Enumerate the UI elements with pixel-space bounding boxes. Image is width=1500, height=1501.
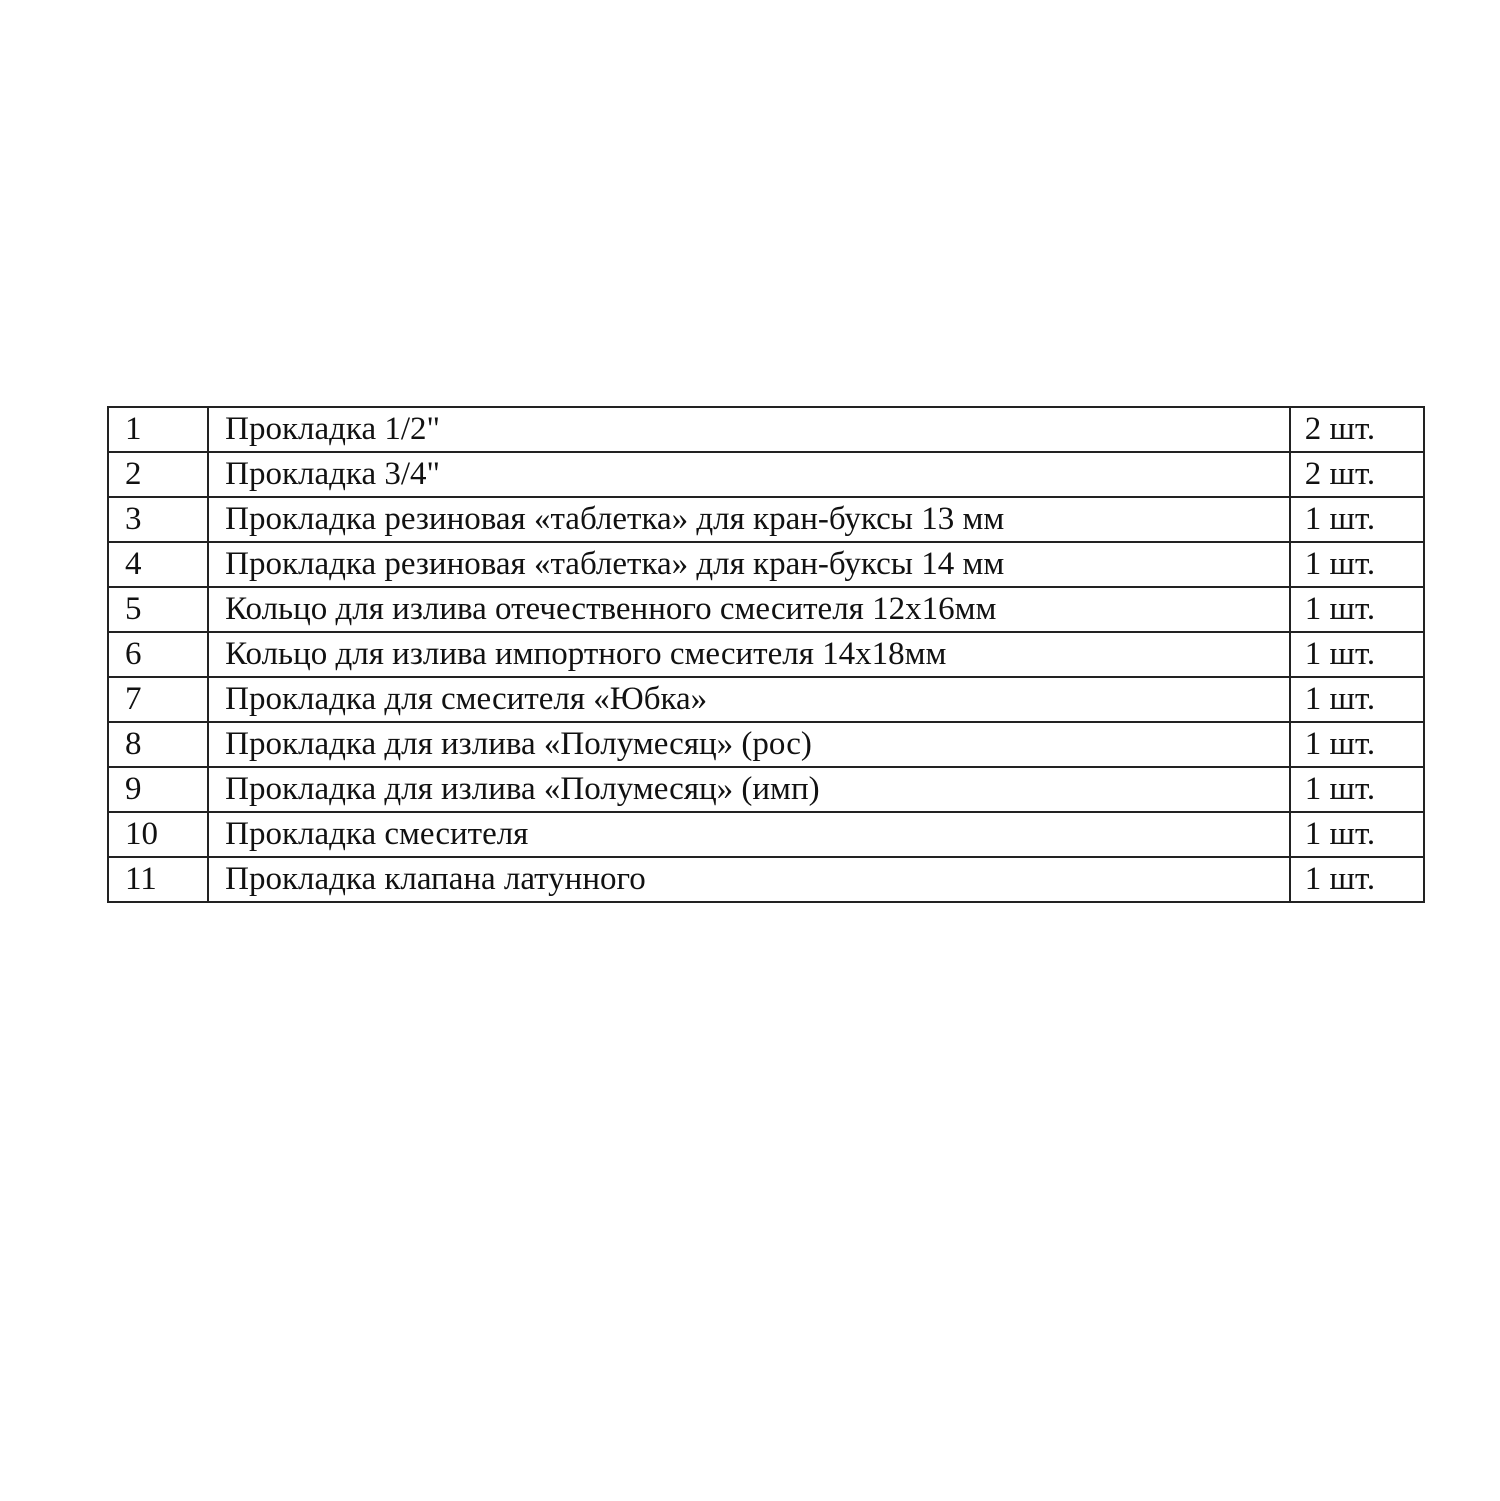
row-number: 11	[108, 857, 208, 902]
table-row	[108, 497, 1424, 542]
table-row	[108, 587, 1424, 632]
part-name: Прокладка смесителя	[208, 812, 1290, 857]
part-name: Прокладка резиновая «таблетка» для кран-буксы 13 мм	[208, 497, 1290, 542]
part-quantity: 1 шт.	[1290, 632, 1424, 677]
part-name: Кольцо для излива импортного смесителя 14х18мм	[208, 632, 1290, 677]
part-name: Кольцо для излива отечественного смесителя 12х16мм	[208, 587, 1290, 632]
part-name: Прокладка клапана латунного	[208, 857, 1290, 902]
table-row	[108, 542, 1424, 587]
row-number: 3	[108, 497, 208, 542]
table-row	[108, 857, 1424, 902]
part-quantity: 1 шт.	[1290, 722, 1424, 767]
table-row	[108, 767, 1424, 812]
table-row	[108, 452, 1424, 497]
part-quantity: 2 шт.	[1290, 407, 1424, 452]
row-number: 8	[108, 722, 208, 767]
part-name: Прокладка резиновая «таблетка» для кран-буксы 14 мм	[208, 542, 1290, 587]
row-number: 4	[108, 542, 208, 587]
parts-table-body	[108, 407, 1424, 902]
row-number: 5	[108, 587, 208, 632]
part-quantity: 1 шт.	[1290, 497, 1424, 542]
part-name: Прокладка 1/2"	[208, 407, 1290, 452]
part-name: Прокладка для смесителя «Юбка»	[208, 677, 1290, 722]
part-quantity: 1 шт.	[1290, 767, 1424, 812]
row-number: 10	[108, 812, 208, 857]
part-quantity: 1 шт.	[1290, 812, 1424, 857]
table-row	[108, 632, 1424, 677]
part-quantity: 2 шт.	[1290, 452, 1424, 497]
table-row	[108, 812, 1424, 857]
row-number: 1	[108, 407, 208, 452]
row-number: 7	[108, 677, 208, 722]
part-quantity: 1 шт.	[1290, 857, 1424, 902]
part-quantity: 1 шт.	[1290, 542, 1424, 587]
row-number: 6	[108, 632, 208, 677]
row-number: 2	[108, 452, 208, 497]
part-quantity: 1 шт.	[1290, 677, 1424, 722]
table-row	[108, 677, 1424, 722]
part-quantity: 1 шт.	[1290, 587, 1424, 632]
part-name: Прокладка 3/4"	[208, 452, 1290, 497]
table-row	[108, 407, 1424, 452]
parts-table	[107, 406, 1425, 903]
row-number: 9	[108, 767, 208, 812]
part-name: Прокладка для излива «Полумесяц» (имп)	[208, 767, 1290, 812]
table-row	[108, 722, 1424, 767]
part-name: Прокладка для излива «Полумесяц» (рос)	[208, 722, 1290, 767]
